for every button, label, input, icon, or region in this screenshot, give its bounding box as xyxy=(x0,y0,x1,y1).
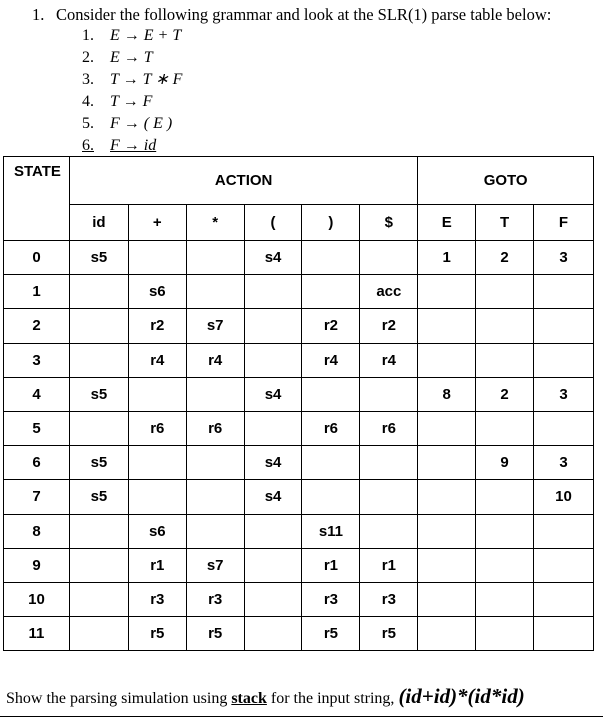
table-cell: r1 xyxy=(360,548,418,582)
table-cell xyxy=(186,275,244,309)
table-cell xyxy=(476,514,534,548)
table-cell xyxy=(534,582,594,616)
table-cell: 3 xyxy=(534,377,594,411)
state-cell: 9 xyxy=(4,548,70,582)
rule-number: 2. xyxy=(82,49,94,66)
table-cell: 10 xyxy=(534,480,594,514)
table-cell xyxy=(302,446,360,480)
table-cell xyxy=(418,514,476,548)
state-cell: 4 xyxy=(4,377,70,411)
table-cell xyxy=(69,548,128,582)
table-cell xyxy=(69,275,128,309)
rule-number: 3. xyxy=(82,71,94,88)
table-cell: s5 xyxy=(69,480,128,514)
table-cell xyxy=(69,617,128,651)
table-row xyxy=(4,343,594,377)
table-cell: r1 xyxy=(128,548,186,582)
table-cell xyxy=(302,275,360,309)
rule-body: F → id xyxy=(110,137,157,154)
state-cell: 7 xyxy=(4,480,70,514)
table-cell: 2 xyxy=(476,377,534,411)
table-cell xyxy=(418,446,476,480)
table-cell xyxy=(302,480,360,514)
table-cell: r4 xyxy=(186,343,244,377)
rule-body: F → ( E ) xyxy=(110,115,173,132)
column-header: id xyxy=(69,205,128,241)
rule-body: E → T xyxy=(110,49,153,66)
table-cell: s4 xyxy=(244,377,302,411)
table-cell: s11 xyxy=(302,514,360,548)
table-cell: s7 xyxy=(186,309,244,343)
table-row xyxy=(4,411,594,445)
table-cell xyxy=(418,343,476,377)
table-cell: s6 xyxy=(128,514,186,548)
table-row xyxy=(4,514,594,548)
table-cell xyxy=(69,411,128,445)
table-cell: s4 xyxy=(244,446,302,480)
rule-number: 5. xyxy=(82,115,94,132)
table-cell: 1 xyxy=(418,241,476,275)
table-header-row xyxy=(4,157,594,205)
table-cell xyxy=(360,514,418,548)
column-header: T xyxy=(476,205,534,241)
table-cell xyxy=(418,275,476,309)
grammar-rule xyxy=(82,135,182,157)
table-cell xyxy=(244,548,302,582)
table-cell xyxy=(186,480,244,514)
table-cell: r5 xyxy=(360,617,418,651)
table-cell: r5 xyxy=(128,617,186,651)
table-cell xyxy=(244,514,302,548)
table-cell: r3 xyxy=(360,582,418,616)
column-header-row xyxy=(4,205,594,241)
rule-body: E → E + T xyxy=(110,27,182,44)
column-header: + xyxy=(128,205,186,241)
state-cell: 5 xyxy=(4,411,70,445)
table-cell xyxy=(534,411,594,445)
question-number: 1. xyxy=(32,5,45,24)
table-cell xyxy=(186,377,244,411)
column-header: * xyxy=(186,205,244,241)
table-cell xyxy=(69,582,128,616)
table-cell xyxy=(360,241,418,275)
grammar-rule xyxy=(82,91,182,113)
grammar-rules xyxy=(82,25,182,157)
state-cell: 2 xyxy=(4,309,70,343)
table-cell: r3 xyxy=(128,582,186,616)
table-row xyxy=(4,617,594,651)
table-cell xyxy=(69,514,128,548)
table-cell xyxy=(186,446,244,480)
table-cell xyxy=(476,548,534,582)
state-cell: 10 xyxy=(4,582,70,616)
table-cell: acc xyxy=(360,275,418,309)
state-cell: 1 xyxy=(4,275,70,309)
table-cell xyxy=(418,617,476,651)
goto-header: GOTO xyxy=(418,157,594,205)
table-row xyxy=(4,446,594,480)
table-cell: 3 xyxy=(534,241,594,275)
table-cell: r5 xyxy=(186,617,244,651)
table-cell xyxy=(69,343,128,377)
table-cell xyxy=(128,241,186,275)
state-cell: 0 xyxy=(4,241,70,275)
table-row xyxy=(4,377,594,411)
rule-number: 4. xyxy=(82,93,94,110)
table-cell xyxy=(244,309,302,343)
table-cell xyxy=(476,617,534,651)
column-header: E xyxy=(418,205,476,241)
table-row xyxy=(4,548,594,582)
state-cell: 3 xyxy=(4,343,70,377)
table-cell xyxy=(476,582,534,616)
table-cell xyxy=(476,309,534,343)
table-cell xyxy=(244,343,302,377)
table-cell: r4 xyxy=(302,343,360,377)
table-cell: 8 xyxy=(418,377,476,411)
table-cell xyxy=(244,275,302,309)
table-cell: s5 xyxy=(69,446,128,480)
table-cell xyxy=(534,514,594,548)
table-cell xyxy=(476,480,534,514)
table-cell: r1 xyxy=(302,548,360,582)
rule-body: T → T ∗ F xyxy=(110,71,183,88)
table-cell xyxy=(476,275,534,309)
table-cell: r6 xyxy=(302,411,360,445)
table-cell xyxy=(69,309,128,343)
table-cell xyxy=(302,241,360,275)
table-cell xyxy=(302,377,360,411)
table-cell xyxy=(418,309,476,343)
state-cell: 8 xyxy=(4,514,70,548)
table-cell xyxy=(244,617,302,651)
table-cell: s6 xyxy=(128,275,186,309)
table-cell xyxy=(186,241,244,275)
table-cell xyxy=(534,309,594,343)
table-cell: r2 xyxy=(360,309,418,343)
table-cell xyxy=(360,377,418,411)
instruction-prefix: Show the parsing simulation using xyxy=(6,690,232,707)
table-cell xyxy=(418,411,476,445)
table-cell: s4 xyxy=(244,480,302,514)
table-cell: r2 xyxy=(128,309,186,343)
table-cell xyxy=(244,411,302,445)
table-cell xyxy=(418,480,476,514)
table-cell: r2 xyxy=(302,309,360,343)
table-cell: 2 xyxy=(476,241,534,275)
table-row xyxy=(4,241,594,275)
table-cell xyxy=(360,480,418,514)
table-cell xyxy=(360,446,418,480)
grammar-rule xyxy=(82,25,182,47)
column-header: F xyxy=(534,205,594,241)
table-cell: s5 xyxy=(69,241,128,275)
table-cell xyxy=(476,411,534,445)
stack-word: stack xyxy=(231,690,267,707)
table-cell xyxy=(534,548,594,582)
question-text: Consider the following grammar and look at the SLR(1) parse table below: xyxy=(56,5,552,24)
table-cell: r4 xyxy=(360,343,418,377)
rule-number: 1. xyxy=(82,27,94,44)
table-cell: r6 xyxy=(360,411,418,445)
table-cell: r6 xyxy=(186,411,244,445)
table-row xyxy=(4,275,594,309)
rule-body: T → F xyxy=(110,93,153,110)
table-cell: r4 xyxy=(128,343,186,377)
rule-number: 6. xyxy=(82,137,94,154)
grammar-rule xyxy=(82,69,182,91)
table-cell: r3 xyxy=(186,582,244,616)
column-header: ) xyxy=(302,205,360,241)
table-cell xyxy=(418,548,476,582)
bottom-divider xyxy=(0,716,603,717)
input-string: (id+id)*(id*id) xyxy=(398,684,525,708)
column-header: ( xyxy=(244,205,302,241)
table-cell xyxy=(128,377,186,411)
state-header: STATE xyxy=(4,157,70,241)
table-row xyxy=(4,480,594,514)
table-cell xyxy=(534,343,594,377)
table-cell: s4 xyxy=(244,241,302,275)
table-cell: s7 xyxy=(186,548,244,582)
table-cell: 9 xyxy=(476,446,534,480)
table-cell xyxy=(244,582,302,616)
state-cell: 11 xyxy=(4,617,70,651)
table-cell xyxy=(534,275,594,309)
table-cell: r3 xyxy=(302,582,360,616)
table-cell xyxy=(418,582,476,616)
table-row xyxy=(4,582,594,616)
table-cell: s5 xyxy=(69,377,128,411)
grammar-rule xyxy=(82,113,182,135)
instruction-middle: for the input string, xyxy=(266,690,399,707)
action-header: ACTION xyxy=(69,157,417,205)
table-cell xyxy=(186,514,244,548)
state-cell: 6 xyxy=(4,446,70,480)
table-cell: r5 xyxy=(302,617,360,651)
table-cell xyxy=(128,480,186,514)
grammar-rule xyxy=(82,47,182,69)
column-header: $ xyxy=(360,205,418,241)
table-cell: 3 xyxy=(534,446,594,480)
table-cell xyxy=(534,617,594,651)
instruction xyxy=(6,684,525,709)
slr-parse-table xyxy=(3,156,594,651)
table-cell xyxy=(476,343,534,377)
table-cell xyxy=(128,446,186,480)
table-cell: r6 xyxy=(128,411,186,445)
table-row xyxy=(4,309,594,343)
